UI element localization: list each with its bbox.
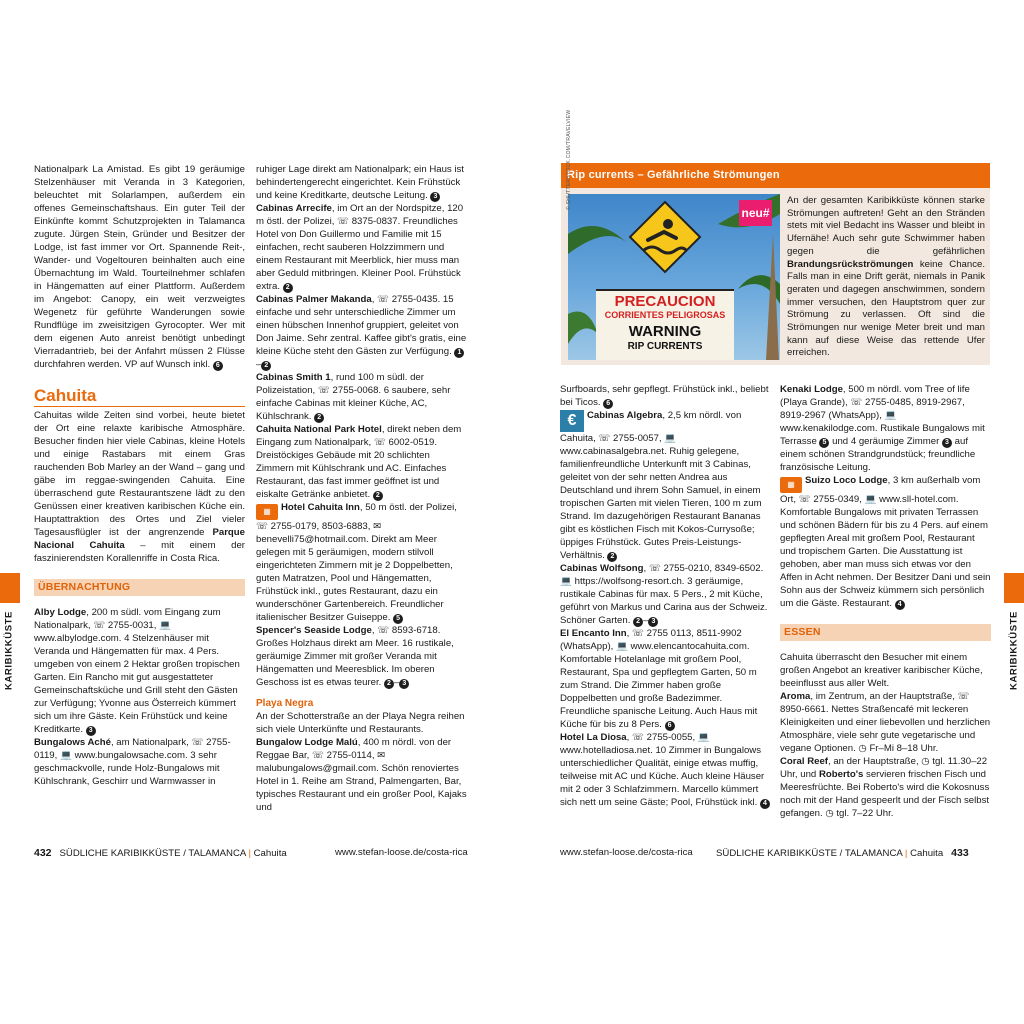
right-page <box>512 0 1024 1024</box>
price-category-badge: 2 <box>607 552 617 562</box>
price-category-badge: 2 <box>314 413 324 423</box>
price-category-badge: 2 <box>261 361 271 371</box>
price-category-badge: 6 <box>213 361 223 371</box>
rip-currents-info-box <box>561 163 990 365</box>
euro-budget-icon: € <box>560 410 584 432</box>
listing-alby-lodge: Alby Lodge, 200 m südl. vom Eingang zum Nationalpark, ☏ 2755-0031, 💻 www.albylodge.com. 4 Stelzenhäuser mit Veranda und Hängematten für max. 4 Pers. umgeben von einem 2 Hektar großen tropischen Garten. Ein Rancho mit gut ausgestatteter Gemeinschaftsküche und Grill steht den Gästen zur Verfügung; Yvonne aus Österreich kümmert sich um ihre Gäste. Kein Frühstück und keine Kreditkarte. 3 <box>34 607 240 735</box>
price-category-badge: 6 <box>603 399 613 409</box>
info-box-title: Rip currents – Gefährliche Strömungen <box>561 163 990 188</box>
chapter-tab-label: KARIBIKKÜSTE <box>3 611 15 690</box>
listing-bungalow-lodge-malu: Bungalow Lodge Malú, 400 m nördl. von der Reggae Bar, ☏ 2755-0114, ✉ malubungalows@gmail.com. Schön renoviertes Hotel in 1. Reihe am Strand, Palmengarten, Bar, typisches Restaurant und ein großer Pool, Kajaks und <box>256 737 467 813</box>
price-category-badge: 3 <box>86 726 96 736</box>
photo-credit: © SHUTTERSTOCK.COM/TRAVELVIEW <box>566 109 572 210</box>
listing-suizo-loco-lodge: ▦ Suizo Loco Lodge, 3 km außerhalb vom Ort, ☏ 2755-0349, 💻 www.sll-hotel.com. Komfortable Bungalows mit privaten Terrassen und schönen Bädern für bis zu 4 Pers. auf einem gepflegten Areal mit großem Pool, Restaurant und tropischem Garten. Die Ausstattung ist gehoben, aber man muss sich etwas vor den Affen in Acht nehmen. Der Besitzer Dani und sein Sohn aus der Schweiz kümmern sich persönlich um die Gäste. Restaurant. 4 <box>780 475 991 609</box>
chapter-tab-label: KARIBIKKÜSTE <box>1008 611 1020 690</box>
footer-place: Cahuita <box>910 848 944 859</box>
listing-bungalows-ache: Bungalows Aché, am Nationalpark, ☏ 2755-0119, 💻 www.bungalowsache.com. 3 sehr geschmackvolle, runde Holz-Bungalows mit Kühlschrank, Geschirr und Warmwasser in <box>34 737 231 787</box>
listing-ache-continued: ruhiger Lage direkt am Nationalpark; ein Haus ist behindertengerecht eingerichtet. Kein Frühstück und keine Kreditkarte, deutsche Leitung. 3 <box>256 164 464 201</box>
price-category-badge: 4 <box>895 600 905 610</box>
playa-negra-intro: An der Schotterstraße an der Playa Negra reihen sich viele Unterkünfte und Restaurants. <box>256 711 465 735</box>
footer-place: Cahuita <box>253 848 287 859</box>
listing-kenaki-lodge: Kenaki Lodge, 500 m nördl. vom Tree of life (Playa Grande), ☏ 2755-0485, 8919-2967, 8919-2967 (WhatsApp), 💻 www.kenakilodge.com. Rustikale Bungalows mit Terrasse 5 und 4 geräumige Zimmer 3 auf einem schönen Strandgrundstück; freundliche französische Leitung. <box>780 384 985 473</box>
section-title-cahuita: Cahuita <box>34 389 245 407</box>
warning-sign-board <box>596 289 734 360</box>
info-box-text: An der gesamten Karibikküste können starke Strömungen auftreten! Geht an den Stränden stets mit viel Bedacht ins Wasser und bleibt in Ufernähe! Auch sehr gute Schwimmer haben gegen die gefährlichen Brandungsrückströmungen keine Chance. Falls man in eine Drift gerät, niemals in Panik geraten und dagegen anschwimmen, sondern immer versuchen, den Hauptstrom quer zur Strömung zu verlassen. Oft sind die Strömungen nur wenige Meter breit und man kann auf diese Weise das rettende Ufer erreichen. <box>787 195 985 359</box>
right-column-1 <box>560 383 770 809</box>
left-column-2 <box>256 163 467 814</box>
footer-section: SÜDLICHE KARIBIKKÜSTE / TALAMANCA <box>59 848 246 859</box>
new-badge: neu# <box>739 200 772 226</box>
listing-malu-continued: Surfboards, sehr gepflegt. Frühstück inkl., beliebt bei Ticos. 6 <box>560 384 769 408</box>
listing-coral-reef: Coral Reef, an der Hauptstraße, ◷ tgl. 11.30–22 Uhr, und Roberto's servieren frischen Fisch und Meeresfrüchte. Bei Roberto's wird die Kokosnuss noch mit der Hand gespeerlt und der Fisch selbst gefangen. ◷ tgl. 7–22 Uhr. <box>780 756 990 819</box>
essen-intro: Cahuita überrascht den Besucher mit einem großen Angebot an kreativer karibischer Küche, beeinflusst aus aller Welt. <box>780 652 983 689</box>
cahuita-intro-paragraph: Cahuitas wilde Zeiten sind vorbei, heute bietet der Ort eine relaxte karibische Atmosphäre. Besucher finden hier viele Cabinas, kleine Hotels und einige Rastabars mit einem Gras rauchenden Bob Marley an der Wand – gang und gäbe im reggae-swingenden Cahuita. Eine überraschend gute Restaurantszene lädt zu den Genüssen einer kreativen karibischen Küche ein. Hauptattraktion des Ortes und Ziel vieler Tagesausflügler ist der angrenzende Parque Nacional Cahuita – mit einem der faszinierendsten Korallenriffe in Costa Rica. <box>34 410 245 564</box>
sign-text-rip-currents: RIP CURRENTS <box>627 341 703 352</box>
footer-separator: | <box>904 848 908 859</box>
price-category-badge: 2 <box>384 679 394 689</box>
lodge-tip-icon: ▦ <box>780 477 802 493</box>
listing-cahuita-national-park-hotel: Cahuita National Park Hotel, direkt neben dem Eingang zum Nationalpark, ☏ 6002-0519. Dreistöckiges Gebäude mit 20 schlichten Zimmern mit Kühlschrank und AC. Einfaches Restaurant, das fast immer geöffnet ist und eiskalte Getränke anbietet. 2 <box>256 424 462 500</box>
sign-text-warning: WARNING <box>628 323 702 340</box>
warning-sign-photo <box>568 194 780 360</box>
listing-hotel-cahuita-inn: ▦ Hotel Cahuita Inn, 50 m östl. der Polizei, ☏ 2755-0179, 8503-6883, ✉ benevelli75@hotmail.com. Direkt am Meer gelegen mit 5 geräumigen, modern stilvoll eingerichteten Zimmern mit je 2 Doppelbetten, guten Matratzen, Pool und Hängematten, Frühstück inkl., gutes Restaurant, dazu ein wunderschöner Gartenbereich. Freundlicher italienischer Besitzer Guiseppe. 5 <box>256 502 457 623</box>
listing-cabinas-smith: Cabinas Smith 1, rund 100 m südl. der Polizeistation, ☏ 2755-0068. 6 saubere, sehr einfache Cabinas mit kleiner Küche, AC, Kühlschrank. 2 <box>256 372 451 422</box>
price-category-badge: 5 <box>819 438 829 448</box>
chapter-tab-marker <box>1004 573 1024 603</box>
listing-cabinas-algebra: € Cabinas Algebra, 2,5 km nördl. von Cahuita, ☏ 2755-0057, 💻 www.cabinasalgebra.net. Ruhig gelegene, familienfreundliche Unterkunft mit 3 Cabinas, geleitet von der sehr netten Andrea aus Deutschland und ihrem Sohn Samuel, in einem tropischen Garten mit vielen Tieren, 100 m zum Strand. Im dazugehörigen Restaurant Bananas gibt es köstlichen Fisch mit Kokos-Currysoße; üppiges Frühstück. Gutes Preis-Leistungs-Verhältnis. 2 <box>560 410 762 561</box>
swimmer-warning-icon <box>628 200 702 274</box>
page-number: 433 <box>951 847 969 859</box>
listing-aroma: Aroma, im Zentrum, an der Hauptstraße, ☏ 8950-6661. Nettes Straßencafé mit leckeren Kleinigkeiten und einer liebevollen und herzlichen Atmosphäre, viele sehr gute vegetarische und vegane Optionen. ◷ Fr–Mi 8–18 Uhr. <box>780 691 991 754</box>
price-category-badge: 3 <box>430 192 440 202</box>
price-category-badge: 4 <box>760 799 770 809</box>
price-category-badge: 5 <box>393 614 403 624</box>
price-category-badge: 1 <box>454 348 464 358</box>
price-category-badge: 2 <box>373 491 383 501</box>
listing-el-encanto-inn: El Encanto Inn, ☏ 2755 0113, 8511-9902 (WhatsApp), 💻 www.elencantocahuita.com. Komfortable Hotelanlage mit großem Pool, Restaurant, Spa und gepflegtem Garten, 50 m zum Strand. Die Zimmer haben große Doppelbetten und große Badezimmer. Freundliche spanische Leitung. Auch Haus mit Küche für bis zu 8 Pers. 6 <box>560 628 758 730</box>
chapter-tab-marker <box>0 573 20 603</box>
listing-cabinas-arrecife: Cabinas Arrecife, im Ort an der Nordspitze, 120 m östl. der Polizei, ☏ 8375-0837. Freundliches Hotel von Don Guillermo und Familie mit 15 einfachen, recht sauberen Holzzimmern und einem Restaurant mit Meerblick, hier muss man aber Geduld mitbringen. Kleiner Pool. Frühstück extra. 2 <box>256 203 464 292</box>
listing-cabinas-palmer-makanda: Cabinas Palmer Makanda, ☏ 2755-0435. 15 einfache und sehr unterschiedliche Zimmer um einen hübschen Innenhof gruppiert, geleitet von Don Jaime. Sehr zentral. Kaffee gibt's gratis, eine kleine Küche steht den Gästen zur Verfügung. 1– 2 <box>256 294 467 370</box>
price-category-badge: 3 <box>942 438 952 448</box>
listing-cabinas-wolfsong: Cabinas Wolfsong, ☏ 2755-0210, 8349-6502. 💻 https://wolfsong-resort.ch. 3 geräumige, rustikale Cabinas für max. 5 Pers., 2 mit Küche, geführt von Markus und Carina aus der Schweiz. Schöner Garten. 2 – 3 <box>560 563 768 626</box>
left-footer <box>34 847 287 859</box>
listing-hotel-la-diosa: Hotel La Diosa, ☏ 2755-0055, 💻 www.hotelladiosa.net. 10 Zimmer in Bungalows unterschiedlicher Qualität, einige etwas muffig, teilweise mit AC und Küche. Auch kleine Häuser mit 2 oder 3 Schlafzimmern. Marcello kümmert sich nett um seine Gäste; Pool, Frühstück inkl. 4 <box>560 731 770 809</box>
page-number: 432 <box>34 847 52 859</box>
subheading-playa-negra: Playa Negra <box>256 698 314 709</box>
price-category-badge: 3 <box>648 617 658 627</box>
price-category-badge: 3 <box>399 679 409 689</box>
right-column-2 <box>780 383 991 820</box>
intro-paragraph: Nationalpark La Amistad. Es gibt 19 geräumige Stelzenhäuser mit Veranda in 3 Kategorien, beleuchtet mit Solarlampen, außerdem ein offenes Gemeinschaftshaus. Ein guter Teil der Einkünfte kommt Schutzprojekten in Talamanca zugute. Jürgen Stein, Gründer und Besitzer der Lodge, ist fast immer vor Ort. Spannende Reit-, Wander- und Vogeltouren beinhalten auch eine Übernachtung im Wald. Tourteilnehmer schlafen in Hängematten auf einer Plattform. Außerdem im Angebot: Canopy, ein weit verzweigtes Wegenetz für geführte Wanderungen sowie Rundflüge im zweisitzigen Gyrocopter. Wer mit dem eigenen Auto anreist benötigt unbedingt Vierradantrieb, bei der Anfahrt müssen 2 Flüsse durchfahren werden. VP auf Wunsch inkl. 6 <box>34 164 245 370</box>
left-footer-url[interactable]: www.stefan-loose.de/costa-rica <box>335 847 468 858</box>
left-column-1 <box>34 163 245 788</box>
price-category-badge: 2 <box>633 617 643 627</box>
footer-section: SÜDLICHE KARIBIKKÜSTE / TALAMANCA <box>716 848 903 859</box>
right-footer <box>716 847 969 859</box>
sign-text-precaucion: PRECAUCION <box>614 293 716 310</box>
footer-separator: | <box>248 848 251 859</box>
listing-spencers-seaside-lodge: Spencer's Seaside Lodge, ☏ 8593-6718. Großes Holzhaus direkt am Meer. 16 rustikale, geräumige Zimmer mit großer Veranda mit Hängematten und Meeresblick. Im oberen Geschoss ist es etwas teurer. 2 – 3 <box>256 625 454 688</box>
lodge-tip-icon: ▦ <box>256 504 278 520</box>
subheading-uebernachtung: ÜBERNACHTUNG <box>34 579 245 596</box>
subheading-essen: ESSEN <box>780 624 991 641</box>
right-footer-url[interactable]: www.stefan-loose.de/costa-rica <box>560 847 693 858</box>
price-category-badge: 6 <box>665 721 675 731</box>
sign-text-corrientes: CORRIENTES PELIGROSAS <box>604 310 726 320</box>
price-category-badge: 2 <box>283 283 293 293</box>
